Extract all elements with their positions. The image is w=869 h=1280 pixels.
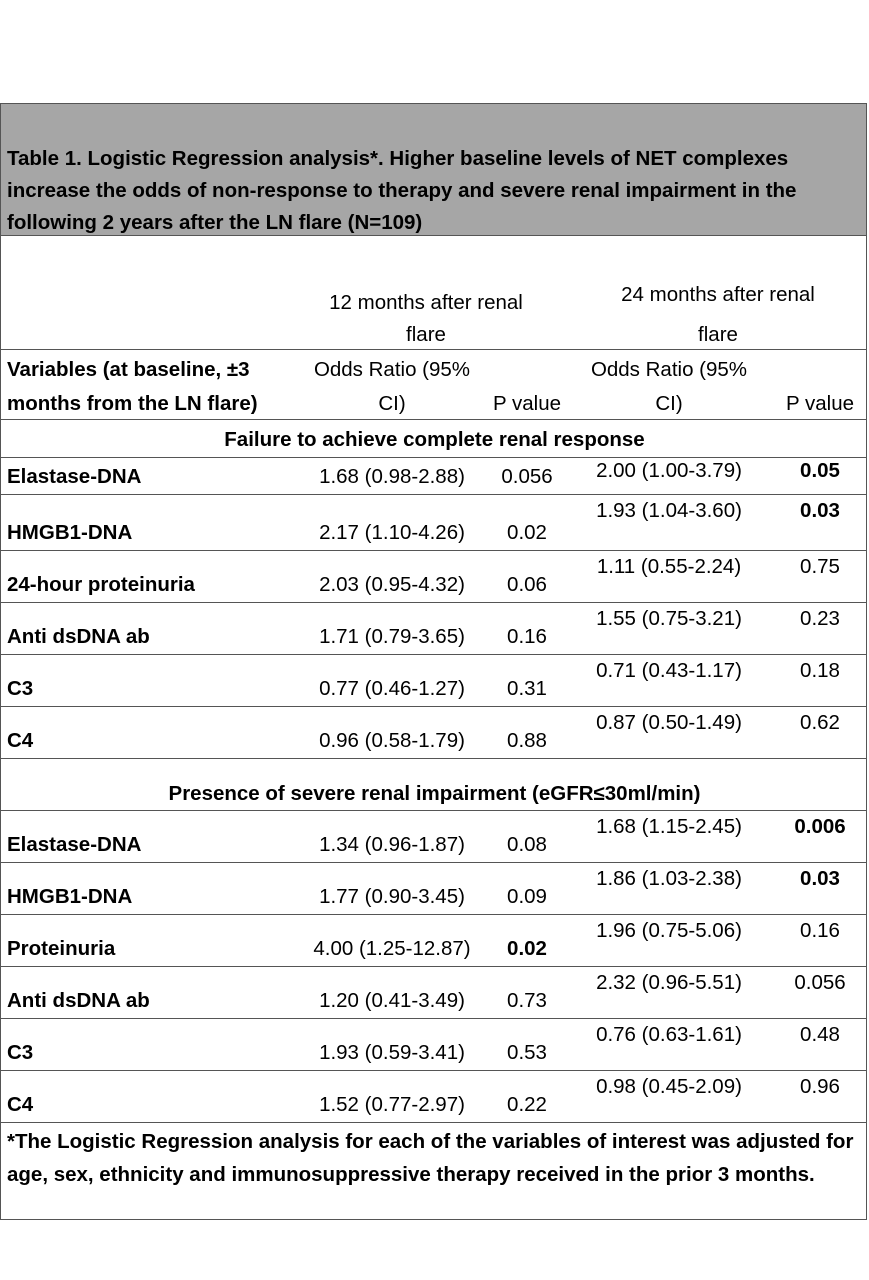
or24-cell: 0.98 (0.45-2.09) — [596, 1075, 742, 1098]
p24-cell: 0.03 — [800, 867, 840, 890]
or12-cell: 2.03 (0.95-4.32) — [319, 573, 465, 596]
p24-cell: 0.056 — [794, 971, 846, 994]
p12-cell: 0.53 — [507, 1041, 547, 1064]
or12-cell: 1.52 (0.77-2.97) — [319, 1093, 465, 1116]
p12-cell: 0.31 — [507, 677, 547, 700]
variable-cell: C4 — [7, 1093, 34, 1116]
or24-cell: 0.71 (0.43-1.17) — [596, 659, 742, 682]
table-title-block — [1, 104, 866, 236]
variable-cell: C4 — [7, 729, 34, 752]
or24-cell: 1.86 (1.03-2.38) — [596, 867, 742, 890]
table-row — [1, 967, 866, 1019]
table-row — [1, 1071, 866, 1123]
header-variables-line2: months from the LN flare) — [7, 392, 258, 415]
or12-cell: 1.71 (0.79-3.65) — [319, 625, 465, 648]
header-24-months-line1: 24 months after renal — [621, 283, 815, 306]
or12-cell: 1.77 (0.90-3.45) — [319, 885, 465, 908]
header-or12-line1: Odds Ratio (95% — [313, 358, 471, 381]
column-header-row — [1, 350, 866, 420]
or12-cell: 1.93 (0.59-3.41) — [319, 1041, 465, 1064]
table-row — [1, 863, 866, 915]
p12-cell: 0.88 — [507, 729, 547, 752]
variable-cell: C3 — [7, 677, 34, 700]
variable-cell: Anti dsDNA ab — [7, 989, 150, 1012]
header-or24-line1: Odds Ratio (95% — [590, 358, 748, 381]
p24-cell: 0.62 — [800, 711, 840, 734]
p24-cell: 0.75 — [800, 555, 840, 578]
p24-cell: 0.96 — [800, 1075, 840, 1098]
or24-cell: 1.11 (0.55-2.24) — [596, 555, 742, 578]
variable-cell: HMGB1-DNA — [7, 885, 133, 908]
p24-cell: 0.16 — [800, 919, 840, 942]
or12-cell: 1.34 (0.96-1.87) — [319, 833, 465, 856]
p12-cell: 0.06 — [507, 573, 547, 596]
or24-cell: 1.55 (0.75-3.21) — [596, 607, 742, 630]
variable-cell: 24-hour proteinuria — [7, 573, 195, 596]
or12-cell: 4.00 (1.25-12.87) — [313, 937, 471, 960]
or24-cell: 0.87 (0.50-1.49) — [596, 711, 742, 734]
table-row — [1, 811, 866, 863]
p12-cell: 0.02 — [507, 521, 547, 544]
or12-cell: 1.20 (0.41-3.49) — [319, 989, 465, 1012]
p12-cell: 0.22 — [507, 1093, 547, 1116]
variable-cell: HMGB1-DNA — [7, 521, 133, 544]
table-row — [1, 458, 866, 495]
p12-cell: 0.73 — [507, 989, 547, 1012]
table-row — [1, 603, 866, 655]
header-variables-line1: Variables (at baseline, ±3 — [7, 358, 250, 381]
section-heading: Presence of severe renal impairment (eGFR≤30ml/min) — [168, 782, 701, 805]
p24-cell: 0.05 — [800, 459, 840, 482]
p12-cell: 0.02 — [507, 937, 547, 960]
p24-cell: 0.006 — [794, 815, 846, 838]
or12-cell: 1.68 (0.98-2.88) — [319, 465, 465, 488]
table-footnote: *The Logistic Regression analysis for each of the variables of interest was adjusted for age, sex, ethnicity and immunosuppressive therapy received in the prior 3 months. — [7, 1130, 854, 1186]
header-or24-line2: CI) — [655, 392, 683, 415]
table-row — [1, 551, 866, 603]
table-row — [1, 915, 866, 967]
or12-cell: 2.17 (1.10-4.26) — [319, 521, 465, 544]
p24-cell: 0.23 — [800, 607, 840, 630]
or24-cell: 2.00 (1.00-3.79) — [596, 459, 742, 482]
or12-cell: 0.96 (0.58-1.79) — [319, 729, 465, 752]
or24-cell: 1.96 (0.75-5.06) — [596, 919, 742, 942]
section-heading-row — [1, 420, 866, 458]
period-header-row — [1, 236, 866, 350]
p12-cell: 0.09 — [507, 885, 547, 908]
variable-cell: C3 — [7, 1041, 34, 1064]
p12-cell: 0.056 — [501, 465, 553, 488]
or24-cell: 1.93 (1.04-3.60) — [596, 499, 742, 522]
variable-cell: Elastase-DNA — [7, 465, 142, 488]
table-row — [1, 1019, 866, 1071]
table-row — [1, 655, 866, 707]
variable-cell: Elastase-DNA — [7, 833, 142, 856]
p24-cell: 0.03 — [800, 499, 840, 522]
results-table — [0, 103, 867, 1220]
variable-cell: Anti dsDNA ab — [7, 625, 150, 648]
header-12-months-line1: 12 months after renal — [329, 291, 523, 314]
p24-cell: 0.18 — [800, 659, 840, 682]
p24-cell: 0.48 — [800, 1023, 840, 1046]
table-row — [1, 495, 866, 551]
section-heading: Failure to achieve complete renal response — [224, 428, 645, 451]
variable-cell: Proteinuria — [7, 937, 116, 960]
or24-cell: 2.32 (0.96-5.51) — [596, 971, 742, 994]
or24-cell: 1.68 (1.15-2.45) — [596, 815, 742, 838]
table-row — [1, 707, 866, 759]
section-heading-row — [1, 759, 866, 811]
p12-cell: 0.16 — [507, 625, 547, 648]
header-24-months-line2: flare — [698, 323, 738, 346]
table-title: Table 1. Logistic Regression analysis*. Higher baseline levels of NET complexes increase the odds of non-response to therapy and severe renal impairment in the following 2 years after the LN flare (N=109) — [7, 147, 797, 234]
p12-cell: 0.08 — [507, 833, 547, 856]
header-or12-line2: CI) — [378, 392, 406, 415]
or12-cell: 0.77 (0.46-1.27) — [319, 677, 465, 700]
header-p12: P value — [492, 392, 561, 415]
header-12-months-line2: flare — [406, 323, 446, 346]
header-p24: P value — [785, 392, 854, 415]
or24-cell: 0.76 (0.63-1.61) — [596, 1023, 742, 1046]
